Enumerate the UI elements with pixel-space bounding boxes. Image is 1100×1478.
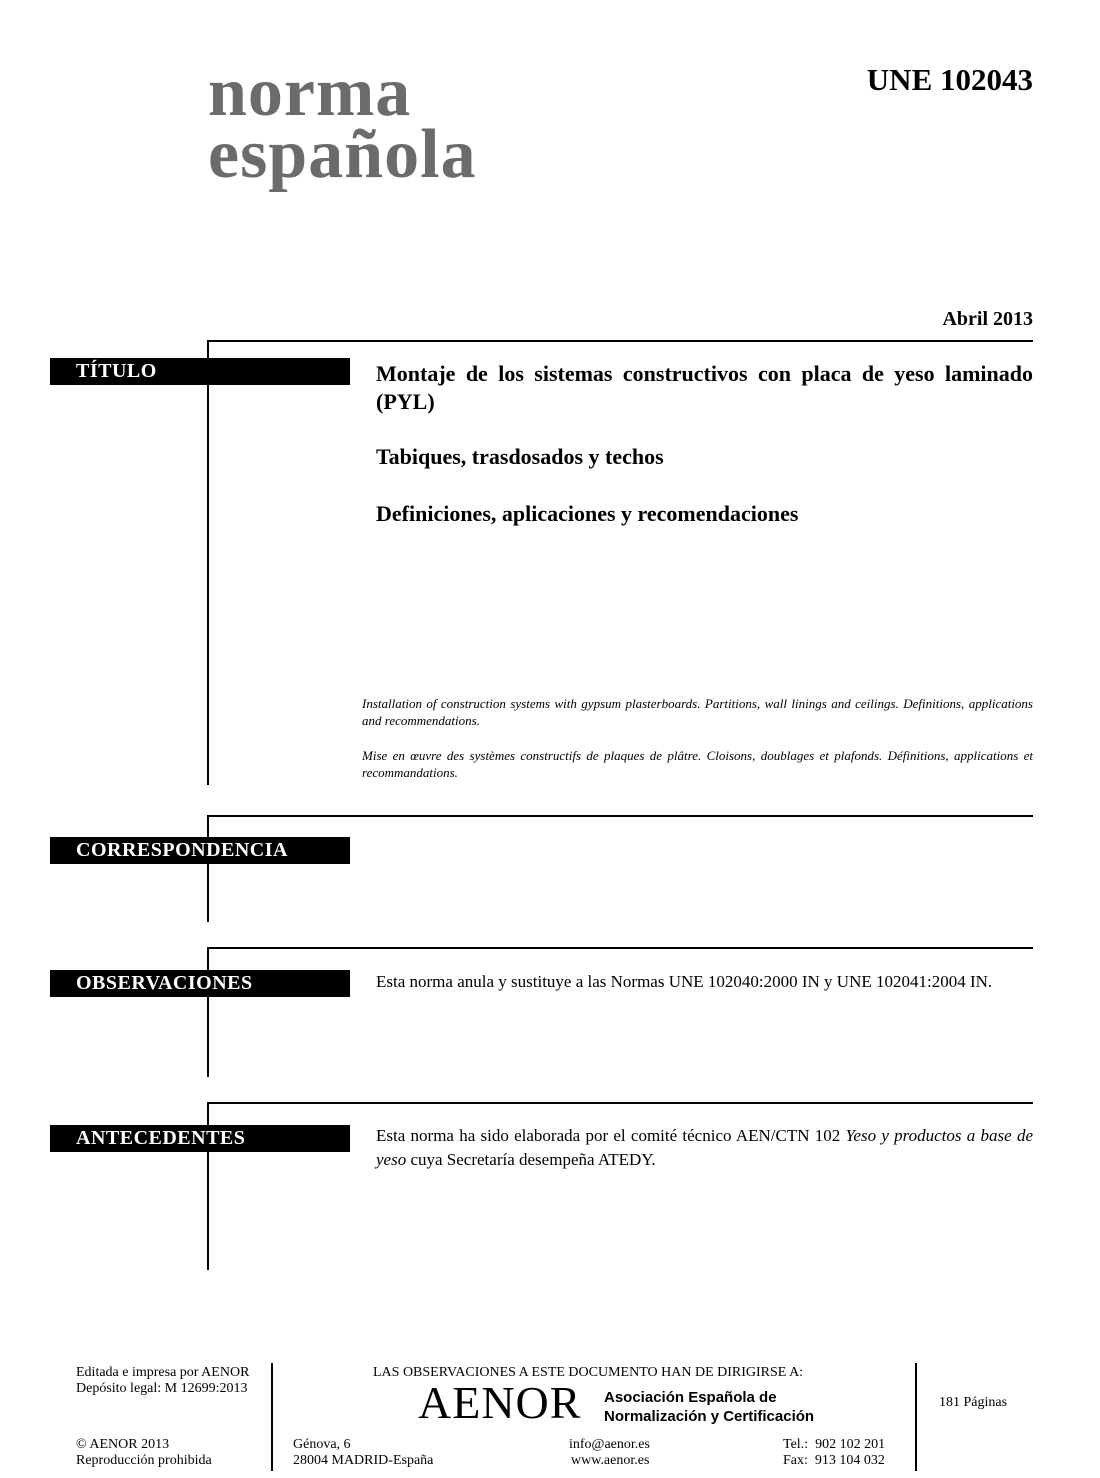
section-label-correspondencia: CORRESPONDENCIA <box>50 837 350 864</box>
copyright-info <box>76 1437 212 1469</box>
contact-phone <box>783 1437 885 1469</box>
main-title: Montaje de los sistemas constructivos con placa de yeso laminado (PYL) <box>376 361 1033 414</box>
legal-deposit: Depósito legal: M 12699:2013 <box>76 1381 248 1396</box>
tel-row <box>783 1437 885 1453</box>
footer-divider-left <box>271 1363 273 1471</box>
address <box>293 1437 433 1469</box>
address-street: Génova, 6 <box>293 1437 351 1452</box>
divider-titulo <box>207 340 1033 342</box>
divider-antecedentes <box>207 1102 1033 1104</box>
aenor-name-line-1: Asociación Española de <box>604 1389 777 1406</box>
publisher-info <box>76 1365 249 1397</box>
subtitle-2: Definiciones, aplicaciones y recomendaciones <box>376 501 799 526</box>
page-count: 181 Páginas <box>939 1395 1008 1410</box>
address-city: 28004 MADRID-España <box>293 1453 434 1468</box>
french-title: Mise en œuvre des systèmes constructifs de plaques de plâtre. Cloisons, doublages et plafonds. Définitions, applications et recommandations. <box>362 748 1033 780</box>
copyright: © AENOR 2013 <box>76 1437 170 1452</box>
observations-heading: LAS OBSERVACIONES A ESTE DOCUMENTO HAN DE DIRIGIRSE A: <box>373 1365 804 1380</box>
standard-number: UNE 102043 <box>866 62 1033 97</box>
edited-by: Editada e impresa por AENOR <box>76 1365 250 1380</box>
divider-observaciones <box>207 947 1033 949</box>
antecedentes-text <box>376 1124 1033 1172</box>
bracket-correspondencia <box>207 815 209 922</box>
brand-line-2: española <box>208 116 477 193</box>
footer-divider-right <box>915 1363 917 1471</box>
divider-correspondencia <box>207 815 1033 817</box>
publication-date: Abril 2013 <box>942 308 1033 330</box>
website-link[interactable]: www.aenor.es <box>571 1453 650 1468</box>
observaciones-text: Esta norma anula y sustituye a las Normas UNE 102040:2000 IN y UNE 102041:2004 IN. <box>376 972 993 991</box>
brand-title <box>208 54 477 193</box>
brand-line-1: norma <box>208 54 412 131</box>
section-label-observaciones: OBSERVACIONES <box>50 970 350 997</box>
tel-label: Tel.: <box>783 1437 809 1452</box>
committee-name: Yeso y productos a base de yeso <box>376 1126 1033 1169</box>
aenor-full-name <box>604 1388 814 1426</box>
aenor-logo: AENOR <box>418 1377 582 1428</box>
email-link[interactable]: info@aenor.es <box>569 1437 650 1452</box>
subtitle-1: Tabiques, trasdosados y techos <box>376 444 664 469</box>
contact-online <box>569 1437 650 1469</box>
section-label-titulo: TÍTULO <box>50 358 350 385</box>
reproduction-notice: Reproducción prohibida <box>76 1453 212 1468</box>
antecedentes-text-end: cuya Secretaría desempeña ATEDY. <box>406 1150 656 1169</box>
fax-row <box>783 1453 885 1469</box>
fax-label: Fax: <box>783 1453 808 1468</box>
section-label-antecedentes: ANTECEDENTES <box>50 1125 350 1152</box>
tel-number: 902 102 201 <box>815 1437 886 1452</box>
bracket-observaciones <box>207 947 209 1077</box>
english-title: Installation of construction systems with gypsum plasterboards. Partitions, wall linings and ceilings. Definitions, applications and recommendations. <box>362 696 1033 728</box>
bracket-titulo <box>207 340 209 785</box>
antecedentes-text-start: Esta norma ha sido elaborada por el comité técnico AEN/CTN 102 <box>376 1126 846 1145</box>
aenor-name-line-2: Normalización y Certificación <box>604 1408 815 1425</box>
fax-number: 913 104 032 <box>814 1453 885 1468</box>
